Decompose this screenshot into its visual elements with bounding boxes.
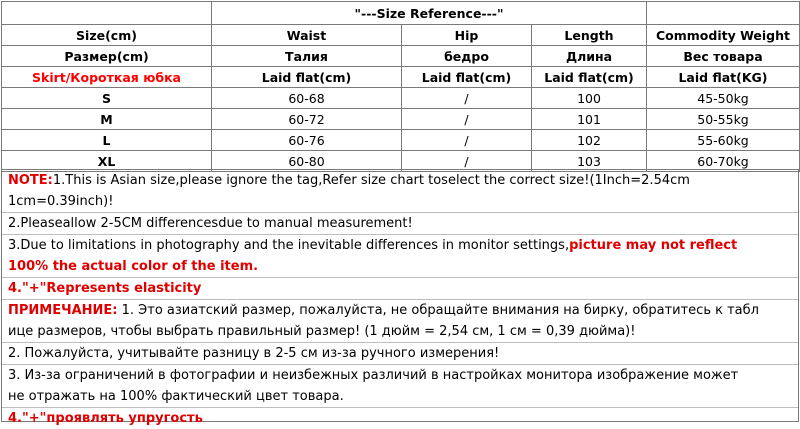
note-2: 2.Pleaseallow 2-5CM differencesdue to manual measurement! xyxy=(2,212,798,234)
note-label: NOTE: xyxy=(8,173,53,188)
ru-note-2: 2. Пожалуйста, учитывайте разницу в 2-5 см из-за ручного измерения! xyxy=(2,342,798,364)
note-3-highlight: picture may not reflect xyxy=(569,238,738,253)
header-size-ru: Размер(cm) xyxy=(2,46,212,67)
note-1 xyxy=(2,170,798,191)
header-waist: Waist xyxy=(212,25,402,46)
ru-note-label: ПРИМЕЧАНИЕ: xyxy=(8,303,118,318)
waist-cell: 60-72 xyxy=(212,109,402,130)
header-size: Size(cm) xyxy=(2,25,212,46)
table-row xyxy=(2,88,800,109)
waist-cell: 60-76 xyxy=(212,130,402,151)
ru-note-1-text: 1. Это азиатский размер, пожалуйста, не обращайте внимания на бирку, обратитесь к табл xyxy=(117,303,759,318)
notes-panel xyxy=(1,169,799,426)
unit-weight: Laid flat(KG) xyxy=(647,67,800,88)
header-weight-ru: Вес товара xyxy=(647,46,800,67)
size-cell: S xyxy=(2,88,212,109)
size-cell: XL xyxy=(2,151,212,172)
length-cell: 101 xyxy=(532,109,647,130)
length-cell: 102 xyxy=(532,130,647,151)
hip-cell: / xyxy=(402,130,532,151)
waist-cell: 60-80 xyxy=(212,151,402,172)
weight-cell: 55-60kg xyxy=(647,130,800,151)
header-hip-ru: бедро xyxy=(402,46,532,67)
size-cell: L xyxy=(2,130,212,151)
hip-cell: / xyxy=(402,151,532,172)
unit-waist: Laid flat(cm) xyxy=(212,67,402,88)
table-title-row xyxy=(2,2,800,25)
note-3-text: 3.Due to limitations in photography and the inevitable differences in monitor settings, xyxy=(8,238,570,253)
note-3-cont: 100% the actual color of the item. xyxy=(8,259,259,274)
size-cell: M xyxy=(2,109,212,130)
ru-note-4: 4."+"проявлять упругость xyxy=(2,407,798,429)
header-waist-ru: Талия xyxy=(212,46,402,67)
table-row xyxy=(2,130,800,151)
ru-note-3-cont: не отражать на 100% фактический цвет товара. xyxy=(8,389,344,404)
length-cell: 103 xyxy=(532,151,647,172)
note-1-cont: 1cm=0.39inch)! xyxy=(8,194,114,209)
units-row xyxy=(2,67,800,88)
weight-cell: 45-50kg xyxy=(647,88,800,109)
unit-length: Laid flat(cm) xyxy=(532,67,647,88)
header-weight: Commodity Weight xyxy=(647,25,800,46)
header-hip: Hip xyxy=(402,25,532,46)
note-3 xyxy=(2,234,798,256)
weight-cell: 60-70kg xyxy=(647,151,800,172)
header-length: Length xyxy=(532,25,647,46)
ru-note-1 xyxy=(2,299,798,321)
header-row-en xyxy=(2,25,800,46)
ru-note-1-cont: ице размеров, чтобы выбрать правильный размер! (1 дюйм = 2,54 см, 1 см = 0,39 дюйма)! xyxy=(8,324,636,339)
size-reference-table xyxy=(1,1,800,172)
length-cell: 100 xyxy=(532,88,647,109)
section-label: Skirt/Короткая юбка xyxy=(2,67,212,88)
header-length-ru: Длина xyxy=(532,46,647,67)
note-1-text: 1.This is Asian size,please ignore the tag,Refer size chart toselect the correct size!(1Inch=2.54cm xyxy=(52,173,690,188)
ru-note-3: 3. Из-за ограничений в фотографии и неизбежных различий в настройках монитора изображение может xyxy=(2,364,798,386)
unit-hip: Laid flat(cm) xyxy=(402,67,532,88)
waist-cell: 60-68 xyxy=(212,88,402,109)
header-row-ru xyxy=(2,46,800,67)
table-row xyxy=(2,109,800,130)
weight-cell: 50-55kg xyxy=(647,109,800,130)
note-4: 4."+"Represents elasticity xyxy=(2,277,798,299)
table-title: "---Size Reference---" xyxy=(212,2,647,25)
hip-cell: / xyxy=(402,88,532,109)
hip-cell: / xyxy=(402,109,532,130)
